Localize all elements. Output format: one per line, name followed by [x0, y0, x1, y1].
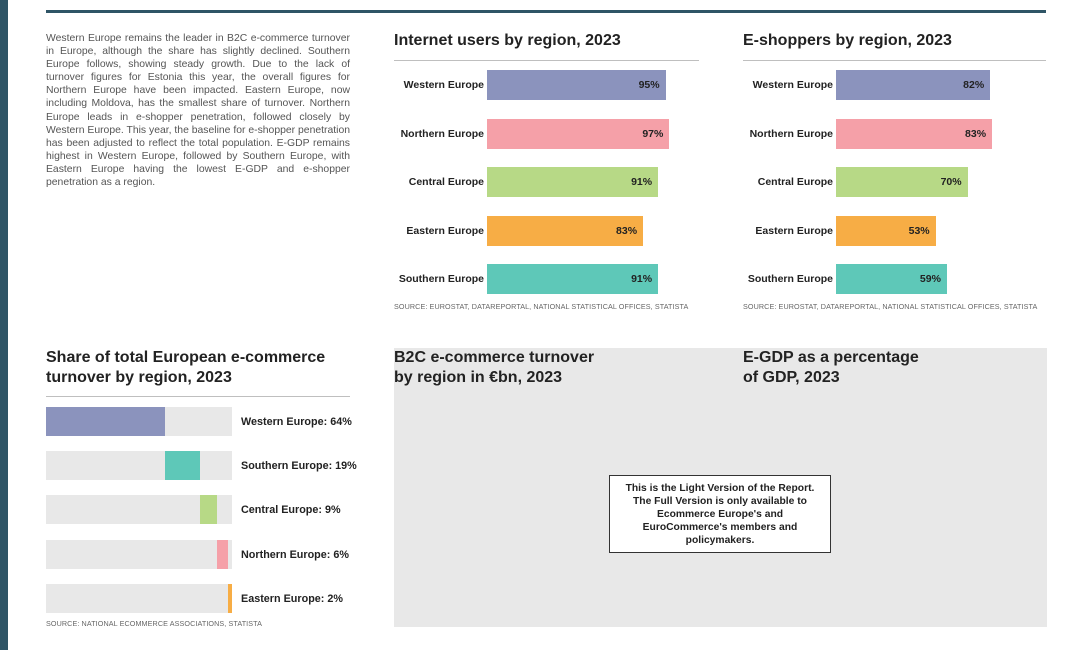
turnover-share-northern-europe-bar — [217, 540, 228, 569]
left-edge-stripe — [0, 0, 8, 650]
turnover-share-western-europe-bar — [46, 407, 165, 436]
internet-users-title: Internet users by region, 2023 — [394, 32, 621, 49]
internet-users-title-rule — [394, 60, 699, 61]
egdp-title-line-1: E-GDP as a percentage — [743, 349, 919, 366]
turnover-share-southern-europe-bar — [165, 451, 200, 480]
internet-users-eastern-europe-value: 83% — [616, 224, 638, 237]
e-shoppers-western-europe-value: 82% — [963, 79, 985, 91]
turnover-share-eastern-europe-label: Eastern Europe: 2% — [241, 592, 344, 605]
turnover-share-northern-europe-track — [46, 540, 232, 569]
light-version-notice: This is the Light Version of the Report. The Full Version is only available to Ecommerce Europe's and EuroCommerce's members and policymakers. — [609, 475, 831, 553]
e-shoppers-eastern-europe-value: 53% — [908, 224, 930, 237]
e-shoppers-title-rule — [743, 60, 1046, 61]
e-shoppers-central-europe-value: 70% — [940, 176, 962, 188]
turnover-share-title-line-1: Share of total European e-commerce — [46, 349, 326, 366]
internet-users-southern-europe-value: 91% — [631, 273, 653, 285]
turnover-share-northern-europe-label: Northern Europe: 6% — [241, 548, 349, 561]
b2c-turnover-title-line-1: B2C e-commerce turnover — [394, 349, 595, 366]
e-shoppers-western-europe-label: Western Europe — [752, 79, 833, 91]
top-rule — [46, 10, 1046, 13]
e-shoppers-eastern-europe-label: Eastern Europe — [755, 224, 833, 237]
e-shoppers-source: SOURCE: EUROSTAT, DATAREPORTAL, NATIONAL STATISTICAL OFFICES, STATISTA — [743, 302, 1038, 311]
internet-users-central-europe-value: 91% — [631, 176, 653, 188]
e-shoppers-title: E-shoppers by region, 2023 — [743, 32, 952, 49]
e-shoppers-northern-europe-value: 83% — [965, 127, 987, 140]
b2c-turnover-title-line-2: by region in €bn, 2023 — [394, 369, 563, 386]
internet-users-source: SOURCE: EUROSTAT, DATAREPORTAL, NATIONAL STATISTICAL OFFICES, STATISTA — [394, 302, 689, 311]
intro-paragraph: Western Europe remains the leader in B2C e-commerce turnover in Europe, although the share has slightly declined. Southern Europe follows, showing steady growth. Due to the lack of turnover figures for Estonia this year, the overall figures for Northern Europe have been impacted. Eastern Europe, now including Moldova, has the smallest share of turnover. Northern Europe leads in e-shopper penetration, followed closely by Western Europe. This year, the baseline for e-shopper penetration has been adjusted to reflect the total population. E-GDP remains highest in Western Europe, followed by Southern Europe, with Eastern Europe having the lowest E-GDP and e-shopper penetration as a region. — [46, 33, 351, 189]
e-shoppers-northern-europe-label: Northern Europe — [749, 127, 833, 140]
e-shoppers-southern-europe-label: Southern Europe — [747, 273, 833, 285]
e-shoppers-central-europe-label: Central Europe — [757, 176, 833, 188]
internet-users-eastern-europe-label: Eastern Europe — [406, 224, 484, 237]
turnover-share-central-europe-bar — [200, 495, 217, 524]
turnover-share-source: SOURCE: NATIONAL ECOMMERCE ASSOCIATIONS, STATISTA — [46, 619, 263, 628]
turnover-share-southern-europe-track — [46, 451, 232, 480]
turnover-share-southern-europe-label: Southern Europe: 19% — [241, 460, 357, 473]
internet-users-northern-europe-value: 97% — [642, 127, 664, 140]
internet-users-southern-europe-label: Southern Europe — [398, 273, 484, 285]
e-shoppers-southern-europe-value: 59% — [919, 273, 941, 285]
turnover-share-central-europe-label: Central Europe: 9% — [241, 504, 341, 517]
internet-users-western-europe-value: 95% — [638, 79, 660, 91]
turnover-share-eastern-europe-bar — [228, 584, 232, 613]
turnover-share-eastern-europe-track — [46, 584, 232, 613]
internet-users-central-europe-label: Central Europe — [408, 176, 484, 188]
internet-users-western-europe-label: Western Europe — [403, 79, 484, 91]
turnover-share-title-rule — [46, 396, 350, 397]
internet-users-northern-europe-label: Northern Europe — [400, 127, 484, 140]
egdp-title-line-2: of GDP, 2023 — [743, 369, 840, 386]
turnover-share-title-line-2: turnover by region, 2023 — [46, 369, 232, 386]
turnover-share-western-europe-label: Western Europe: 64% — [241, 416, 352, 428]
